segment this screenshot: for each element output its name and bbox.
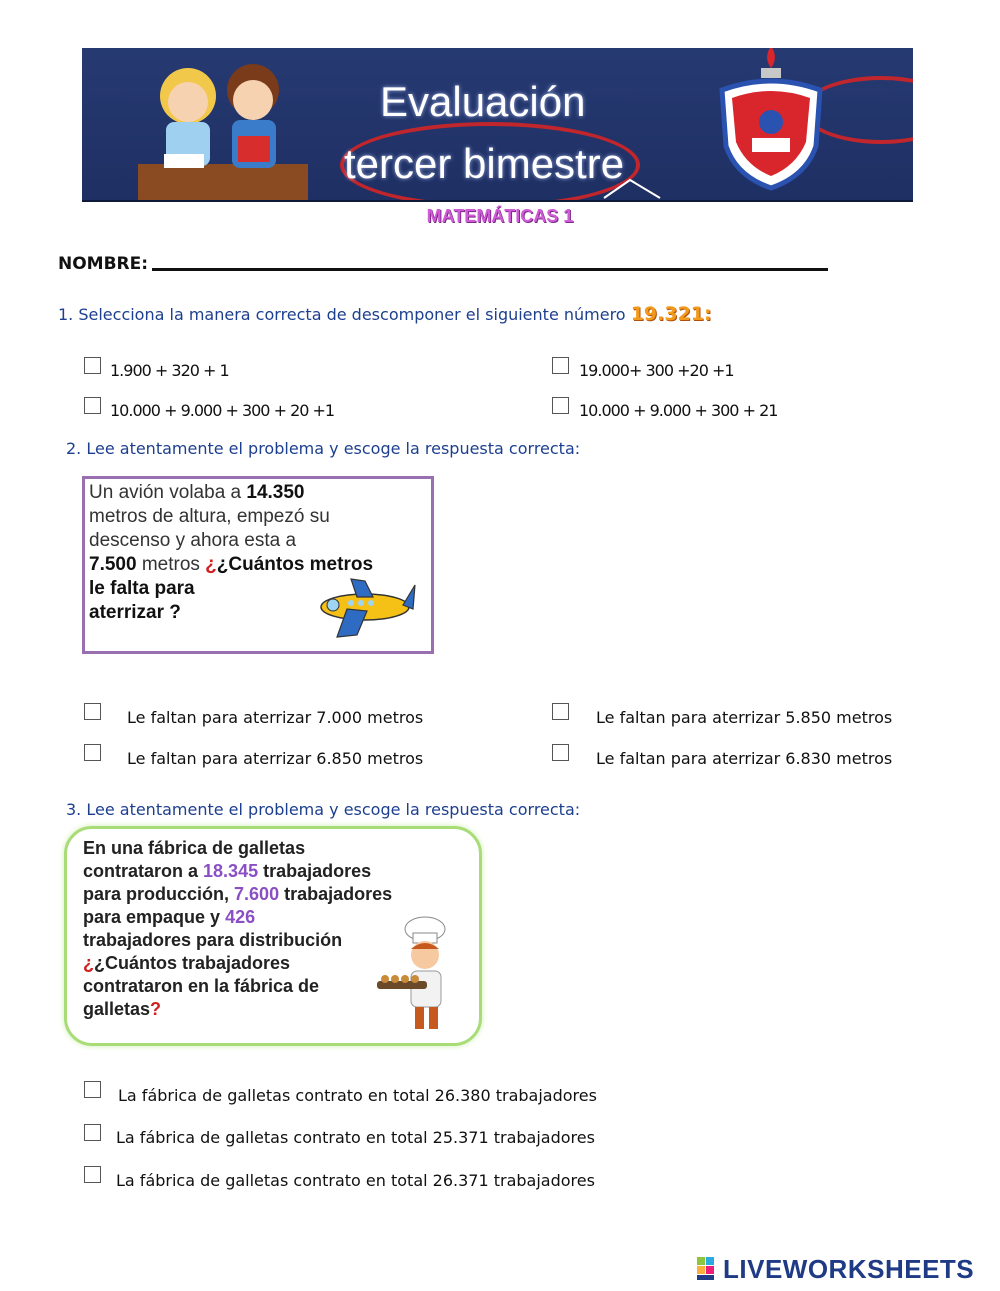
decorative-arrow [602,176,662,200]
q1-option-1-label: 1.900 + 320 + 1 [110,361,229,380]
q3-option-2-checkbox[interactable] [84,1124,101,1141]
liveworksheets-brand [697,1254,974,1285]
q3-option-3-label: La fábrica de galletas contrato en total 26.371 trabajadores [116,1171,595,1190]
school-crest-logo [716,48,826,192]
q3-option-2-label: La fábrica de galletas contrato en total 25.371 trabajadores [116,1128,595,1147]
q1-option-2-checkbox[interactable] [552,357,569,374]
name-label: NOMBRE: [58,254,149,274]
question-1-number: 19.321: [630,303,712,325]
question-1 [58,303,712,325]
q1-option-4-checkbox[interactable] [552,397,569,414]
question-3-problem-card [64,826,482,1046]
question-2-text: 2. Lee atentamente el problema y escoge la respuesta correcta: [66,439,581,458]
q1-option-2-label: 19.000+ 300 +20 +1 [579,361,734,380]
airplane-icon [317,575,417,641]
banner-title-line1: Evaluación [380,78,586,125]
question-2-problem-card [82,476,434,654]
name-row [58,254,828,274]
header-banner [82,48,913,202]
name-line[interactable] [152,268,828,271]
q2-option-3-checkbox[interactable] [84,744,101,761]
q2-option-3-label: Le faltan para aterrizar 6.850 metros [127,749,424,768]
q2-option-4-checkbox[interactable] [552,744,569,761]
children-reading-illustration [138,56,308,200]
liveworksheets-logo-icon [697,1257,723,1281]
banner-title-line2: tercer bimestre [344,140,625,187]
question-3-text: 3. Lee atentamente el problema y escoge la respuesta correcta: [66,800,581,819]
q1-option-3-label: 10.000 + 9.000 + 300 + 20 +1 [110,401,335,420]
q1-option-3-checkbox[interactable] [84,397,101,414]
q3-option-1-label: La fábrica de galletas contrato en total 26.380 trabajadores [118,1086,597,1105]
q2-option-4-label: Le faltan para aterrizar 6.830 metros [596,749,893,768]
q2-option-2-checkbox[interactable] [552,703,569,720]
question-3-problem-text: En una fábrica de galletas contrataron a 18.345 trabajadores para producción, 7.600 trabajadores para empaque y 426 trabajadores para distribución ¿¿Cuántos trabajadores contrataron en la fábrica de galletas? [83,838,393,1019]
q2-option-1-label: Le faltan para aterrizar 7.000 metros [127,708,424,727]
question-1-text: 1. Selecciona la manera correcta de descomponer el siguiente número [58,305,626,324]
subject-title: MATEMÁTICAS 1 [426,206,574,226]
q2-option-2-label: Le faltan para aterrizar 5.850 metros [596,708,893,727]
question-2-problem-text: Un avión volaba a 14.350 metros de altura, empezó su descenso y ahora esta a 7.500 metros ¿¿Cuántos metros le falta para aterrizar ? [89,482,374,623]
chef-baker-icon [373,915,473,1035]
brand-name: LIVEWORKSHEETS [723,1254,975,1284]
q1-option-1-checkbox[interactable] [84,357,101,374]
q1-option-4-label: 10.000 + 9.000 + 300 + 21 [579,401,778,420]
q3-option-1-checkbox[interactable] [84,1081,101,1098]
q2-option-1-checkbox[interactable] [84,703,101,720]
q3-option-3-checkbox[interactable] [84,1166,101,1183]
